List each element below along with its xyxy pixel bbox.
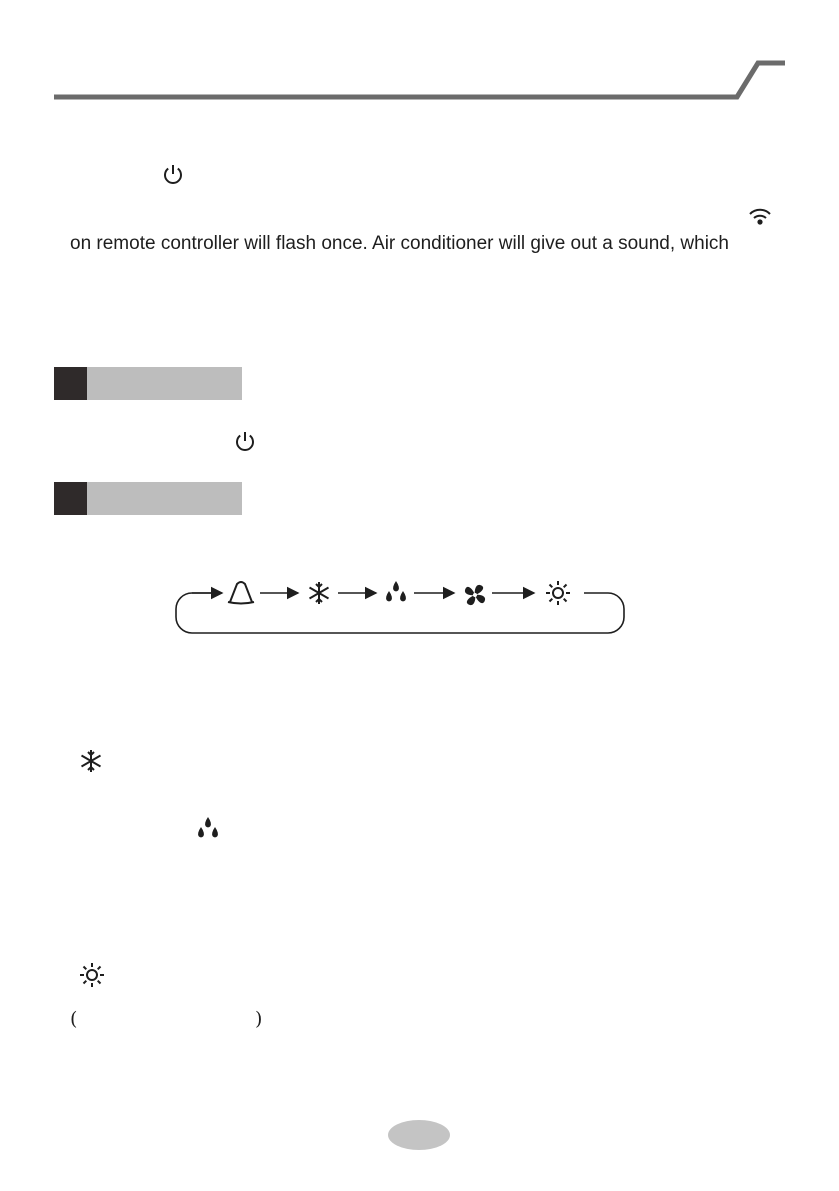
heat-sun-icon <box>79 962 105 988</box>
mode-cycle-diagram <box>170 575 630 645</box>
signal-reception-icon <box>747 208 773 226</box>
power-icon <box>161 163 185 187</box>
power-icon <box>233 430 257 454</box>
section-marker-2 <box>54 482 87 515</box>
dry-drops-icon <box>386 581 406 601</box>
note-close-paren: ) <box>255 1008 263 1030</box>
section-bar-2 <box>87 482 242 515</box>
section-bar-1 <box>87 367 242 400</box>
cool-snowflake-icon <box>79 749 103 773</box>
page-number-badge <box>388 1120 450 1150</box>
signal-description-line: on remote controller will flash once. Air conditioner will give out a sound, which <box>70 233 729 254</box>
auto-mode-icon <box>228 582 254 604</box>
dry-drops-icon <box>196 816 220 842</box>
note-open-paren: ( <box>70 1008 78 1030</box>
section-marker-1 <box>54 367 87 400</box>
cool-snowflake-icon <box>310 582 329 604</box>
cycle-return-loop <box>176 593 624 633</box>
fan-icon <box>465 585 485 605</box>
heat-sun-icon <box>546 581 570 605</box>
header-rule <box>0 0 839 110</box>
